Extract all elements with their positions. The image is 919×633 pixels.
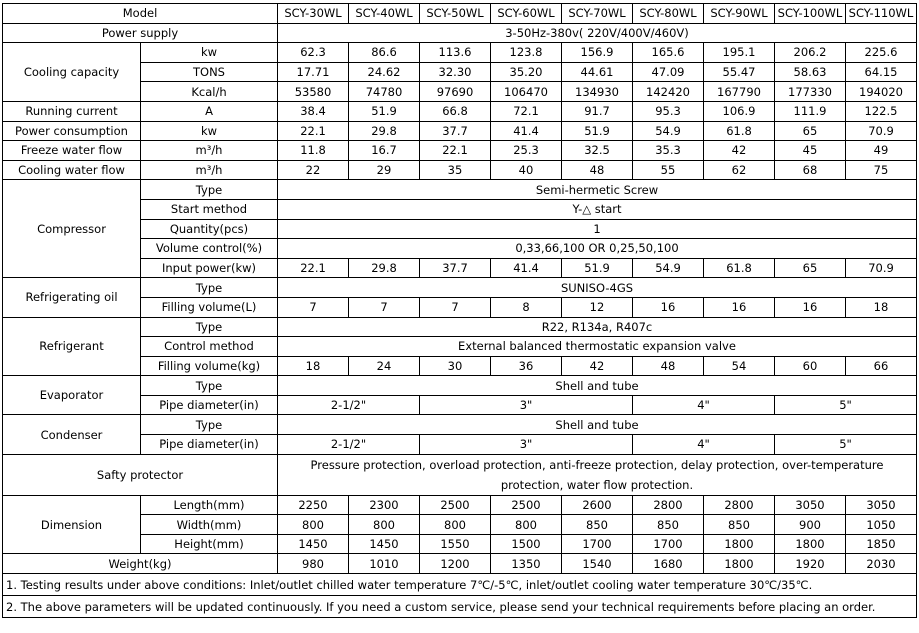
condenser-pipe_diameter-value: 4" [633, 435, 775, 455]
row-condenser-type [3, 415, 917, 435]
cooling_capacity-tons-value: 32.30 [420, 62, 491, 82]
footnote-1: 1. Testing results under above conditions: Inlet/outlet chilled water temperature 7℃/-5℃, inlet/outlet cooling water temperature 30℃/35℃. [3, 574, 917, 596]
dimension-group-label: Dimension [3, 495, 141, 554]
refrigerant-group-label: Refrigerant [3, 317, 141, 376]
compressor-input_power-value: 29.8 [349, 258, 420, 278]
freeze_water_flow-label: Freeze water flow [3, 141, 141, 161]
cooling_water_flow-value: 40 [491, 160, 562, 180]
compressor-volume_control-value: 0,33,66,100 OR 0,25,50,100 [278, 239, 917, 259]
cooling_capacity-tons-value: 47.09 [633, 62, 704, 82]
dimension-height-value: 1800 [704, 534, 775, 554]
refrigerating_oil-filling_volume-value: 16 [704, 297, 775, 317]
refrigerating_oil-type-value: SUNISO-4GS [278, 278, 917, 298]
refrigerating_oil-filling_volume-value: 16 [633, 297, 704, 317]
cooling_capacity-group-label: Cooling capacity [3, 43, 141, 102]
power_consumption-value: 37.7 [420, 121, 491, 141]
cooling_capacity-tons-value: 44.61 [562, 62, 633, 82]
safety_protector-value: Pressure protection, overload protection, anti-freeze protection, delay protection, over-temperature protection, water flow protection. [278, 454, 917, 495]
running_current-value: 91.7 [562, 101, 633, 121]
compressor-input_power-value: 70.9 [846, 258, 917, 278]
cooling_capacity-tons-value: 35.20 [491, 62, 562, 82]
refrigerant-filling_volume-value: 54 [704, 356, 775, 376]
cooling_capacity-kcal-value: 134930 [562, 82, 633, 102]
cooling_water_flow-value: 75 [846, 160, 917, 180]
cooling_water_flow-unit: m³/h [141, 160, 278, 180]
refrigerant-filling_volume-value: 48 [633, 356, 704, 376]
refrigerating_oil-filling_volume-value: 7 [278, 297, 349, 317]
weight-value: 1540 [562, 554, 633, 574]
freeze_water_flow-value: 25.3 [491, 141, 562, 161]
evaporator-pipe_diameter-value: 3" [420, 395, 633, 415]
weight-value: 1350 [491, 554, 562, 574]
compressor-input_power-value: 37.7 [420, 258, 491, 278]
dimension-length-value: 2500 [491, 495, 562, 515]
cooling_capacity-kcal-value: 74780 [349, 82, 420, 102]
dimension-height-value: 1450 [349, 534, 420, 554]
cooling_capacity-kcal-value: 142420 [633, 82, 704, 102]
refrigerant-type-label: Type [141, 317, 278, 337]
freeze_water_flow-value: 22.1 [420, 141, 491, 161]
row-refrigerating_oil-filling_volume [3, 297, 917, 317]
power_consumption-value: 29.8 [349, 121, 420, 141]
power_consumption-value: 61.8 [704, 121, 775, 141]
row-compressor-volume_control [3, 239, 917, 259]
cooling_capacity-kw-value: 156.9 [562, 43, 633, 63]
row-condenser-pipe_diameter [3, 435, 917, 455]
condenser-pipe_diameter-value: 5" [775, 435, 917, 455]
condenser-pipe_diameter-value: 3" [420, 435, 633, 455]
freeze_water_flow-value: 45 [775, 141, 846, 161]
row-dimension-width [3, 515, 917, 535]
row-dimension-height [3, 534, 917, 554]
dimension-width-value: 1050 [846, 515, 917, 535]
row-compressor-input_power [3, 258, 917, 278]
dimension-width-value: 850 [633, 515, 704, 535]
cooling_capacity-kcal-value: 97690 [420, 82, 491, 102]
row-safety_protector [3, 454, 917, 495]
power_consumption-unit: kw [141, 121, 278, 141]
cooling_capacity-kw-value: 225.6 [846, 43, 917, 63]
refrigerant-filling_volume-value: 60 [775, 356, 846, 376]
refrigerating_oil-filling_volume-value: 7 [349, 297, 420, 317]
dimension-height-value: 1450 [278, 534, 349, 554]
cooling_capacity-kcal-label: Kcal/h [141, 82, 278, 102]
condenser-group-label: Condenser [3, 415, 141, 454]
compressor-type-value: Semi-hermetic Screw [278, 180, 917, 200]
dimension-height-value: 1700 [633, 534, 704, 554]
running_current-value: 106.9 [704, 101, 775, 121]
condenser-type-value: Shell and tube [278, 415, 917, 435]
refrigerant-filling_volume-value: 36 [491, 356, 562, 376]
running_current-label: Running current [3, 101, 141, 121]
power_consumption-value: 65 [775, 121, 846, 141]
dimension-height-value: 1500 [491, 534, 562, 554]
cooling_capacity-kw-value: 62.3 [278, 43, 349, 63]
evaporator-group-label: Evaporator [3, 376, 141, 415]
spec-table-body [3, 4, 917, 618]
dimension-width-value: 800 [349, 515, 420, 535]
cooling_capacity-kw-value: 86.6 [349, 43, 420, 63]
dimension-length-value: 2250 [278, 495, 349, 515]
header-model-scy-30wl: SCY-30WL [278, 4, 349, 24]
evaporator-pipe_diameter-value: 2-1/2" [278, 395, 420, 415]
cooling_capacity-kcal-value: 194020 [846, 82, 917, 102]
running_current-value: 72.1 [491, 101, 562, 121]
cooling_capacity-kw-label: kw [141, 43, 278, 63]
cooling_water_flow-value: 62 [704, 160, 775, 180]
power_consumption-value: 41.4 [491, 121, 562, 141]
power_supply-value: 3-50Hz-380v( 220V/400V/460V) [278, 23, 917, 43]
freeze_water_flow-value: 49 [846, 141, 917, 161]
evaporator-pipe_diameter-value: 4" [633, 395, 775, 415]
running_current-value: 38.4 [278, 101, 349, 121]
dimension-width-value: 850 [704, 515, 775, 535]
header-model-scy-110wl: SCY-110WL [846, 4, 917, 24]
row-cooling_capacity-tons [3, 62, 917, 82]
cooling_capacity-kcal-value: 53580 [278, 82, 349, 102]
row-evaporator-pipe_diameter [3, 395, 917, 415]
compressor-quantity-value: 1 [278, 219, 917, 239]
refrigerant-filling_volume-value: 24 [349, 356, 420, 376]
cooling_capacity-kw-value: 123.8 [491, 43, 562, 63]
compressor-input_power-label: Input power(kw) [141, 258, 278, 278]
dimension-length-value: 3050 [775, 495, 846, 515]
row-cooling_capacity-kcal [3, 82, 917, 102]
dimension-length-value: 2800 [704, 495, 775, 515]
dimension-height-label: Height(mm) [141, 534, 278, 554]
cooling_capacity-kcal-value: 177330 [775, 82, 846, 102]
refrigerating_oil-filling_volume-value: 18 [846, 297, 917, 317]
evaporator-pipe_diameter-value: 5" [775, 395, 917, 415]
header-model-scy-70wl: SCY-70WL [562, 4, 633, 24]
compressor-input_power-value: 41.4 [491, 258, 562, 278]
cooling_capacity-tons-value: 58.63 [775, 62, 846, 82]
cooling_water_flow-value: 55 [633, 160, 704, 180]
row-cooling_water_flow [3, 160, 917, 180]
compressor-input_power-value: 22.1 [278, 258, 349, 278]
refrigerating_oil-filling_volume-label: Filling volume(L) [141, 297, 278, 317]
cooling_water_flow-label: Cooling water flow [3, 160, 141, 180]
refrigerant-filling_volume-value: 42 [562, 356, 633, 376]
cooling_water_flow-value: 48 [562, 160, 633, 180]
dimension-height-value: 1550 [420, 534, 491, 554]
power_consumption-value: 22.1 [278, 121, 349, 141]
evaporator-type-label: Type [141, 376, 278, 396]
evaporator-type-value: Shell and tube [278, 376, 917, 396]
dimension-height-value: 1850 [846, 534, 917, 554]
dimension-length-value: 2300 [349, 495, 420, 515]
dimension-length-value: 2800 [633, 495, 704, 515]
cooling_capacity-kw-value: 113.6 [420, 43, 491, 63]
freeze_water_flow-unit: m³/h [141, 141, 278, 161]
dimension-width-value: 850 [562, 515, 633, 535]
spec-table [2, 3, 917, 618]
row-running_current [3, 101, 917, 121]
power_consumption-value: 70.9 [846, 121, 917, 141]
power_consumption-label: Power consumption [3, 121, 141, 141]
row-weight [3, 554, 917, 574]
row-dimension-length [3, 495, 917, 515]
row-cooling_capacity-kw [3, 43, 917, 63]
cooling_water_flow-value: 68 [775, 160, 846, 180]
safety_protector-label: Safty protector [3, 454, 278, 495]
cooling_capacity-tons-value: 64.15 [846, 62, 917, 82]
compressor-type-label: Type [141, 180, 278, 200]
refrigerant-filling_volume-label: Filling volume(kg) [141, 356, 278, 376]
refrigerating_oil-filling_volume-value: 7 [420, 297, 491, 317]
footnote-2: 2. The above parameters will be updated continuously. If you need a custom service, please send your technical requirements before placing an order. [3, 596, 917, 618]
cooling_capacity-tons-value: 24.62 [349, 62, 420, 82]
dimension-width-value: 800 [278, 515, 349, 535]
weight-value: 1200 [420, 554, 491, 574]
header-model-scy-100wl: SCY-100WL [775, 4, 846, 24]
dimension-height-value: 1800 [775, 534, 846, 554]
note-row-2 [3, 596, 917, 618]
row-refrigerant-control_method [3, 337, 917, 357]
compressor-start_method-label: Start method [141, 199, 278, 219]
refrigerating_oil-group-label: Refrigerating oil [3, 278, 141, 317]
header-row [3, 4, 917, 24]
cooling_water_flow-value: 29 [349, 160, 420, 180]
row-compressor-type [3, 180, 917, 200]
running_current-unit: A [141, 101, 278, 121]
weight-value: 2030 [846, 554, 917, 574]
weight-value: 1010 [349, 554, 420, 574]
condenser-type-label: Type [141, 415, 278, 435]
running_current-value: 66.8 [420, 101, 491, 121]
cooling_water_flow-value: 35 [420, 160, 491, 180]
dimension-width-value: 800 [420, 515, 491, 535]
refrigerating_oil-filling_volume-value: 16 [775, 297, 846, 317]
row-refrigerating_oil-type [3, 278, 917, 298]
compressor-input_power-value: 51.9 [562, 258, 633, 278]
running_current-value: 122.5 [846, 101, 917, 121]
condenser-pipe_diameter-label: Pipe diameter(in) [141, 435, 278, 455]
freeze_water_flow-value: 16.7 [349, 141, 420, 161]
header-model-scy-50wl: SCY-50WL [420, 4, 491, 24]
running_current-value: 111.9 [775, 101, 846, 121]
row-refrigerant-filling_volume [3, 356, 917, 376]
weight-value: 1800 [704, 554, 775, 574]
row-power_supply [3, 23, 917, 43]
compressor-start_method-value: Y-△ start [278, 199, 917, 219]
cooling_capacity-tons-value: 55.47 [704, 62, 775, 82]
row-refrigerant-type [3, 317, 917, 337]
compressor-volume_control-label: Volume control(%) [141, 239, 278, 259]
row-evaporator-type [3, 376, 917, 396]
cooling_water_flow-value: 22 [278, 160, 349, 180]
weight-value: 1920 [775, 554, 846, 574]
dimension-width-value: 900 [775, 515, 846, 535]
cooling_capacity-kw-value: 165.6 [633, 43, 704, 63]
row-power_consumption [3, 121, 917, 141]
weight-value: 980 [278, 554, 349, 574]
power_consumption-value: 51.9 [562, 121, 633, 141]
refrigerating_oil-type-label: Type [141, 278, 278, 298]
weight-label: Weight(kg) [3, 554, 278, 574]
running_current-value: 51.9 [349, 101, 420, 121]
compressor-group-label: Compressor [3, 180, 141, 278]
compressor-input_power-value: 65 [775, 258, 846, 278]
compressor-input_power-value: 54.9 [633, 258, 704, 278]
refrigerant-control_method-label: Control method [141, 337, 278, 357]
cooling_capacity-kcal-value: 167790 [704, 82, 775, 102]
freeze_water_flow-value: 35.3 [633, 141, 704, 161]
refrigerant-filling_volume-value: 30 [420, 356, 491, 376]
refrigerant-control_method-value: External balanced thermostatic expansion valve [278, 337, 917, 357]
header-model-label: Model [3, 4, 278, 24]
refrigerant-filling_volume-value: 66 [846, 356, 917, 376]
compressor-quantity-label: Quantity(pcs) [141, 219, 278, 239]
power_supply-label: Power supply [3, 23, 278, 43]
freeze_water_flow-value: 32.5 [562, 141, 633, 161]
cooling_capacity-kcal-value: 106470 [491, 82, 562, 102]
dimension-height-value: 1700 [562, 534, 633, 554]
condenser-pipe_diameter-value: 2-1/2" [278, 435, 420, 455]
power_consumption-value: 54.9 [633, 121, 704, 141]
compressor-input_power-value: 61.8 [704, 258, 775, 278]
note-row-1 [3, 574, 917, 596]
row-compressor-start_method [3, 199, 917, 219]
freeze_water_flow-value: 42 [704, 141, 775, 161]
freeze_water_flow-value: 11.8 [278, 141, 349, 161]
refrigerant-filling_volume-value: 18 [278, 356, 349, 376]
cooling_capacity-tons-value: 17.71 [278, 62, 349, 82]
running_current-value: 95.3 [633, 101, 704, 121]
refrigerating_oil-filling_volume-value: 8 [491, 297, 562, 317]
header-model-scy-80wl: SCY-80WL [633, 4, 704, 24]
dimension-length-value: 2600 [562, 495, 633, 515]
row-freeze_water_flow [3, 141, 917, 161]
header-model-scy-90wl: SCY-90WL [704, 4, 775, 24]
header-model-scy-60wl: SCY-60WL [491, 4, 562, 24]
weight-value: 1680 [633, 554, 704, 574]
refrigerating_oil-filling_volume-value: 12 [562, 297, 633, 317]
refrigerant-type-value: R22, R134a, R407c [278, 317, 917, 337]
header-model-scy-40wl: SCY-40WL [349, 4, 420, 24]
cooling_capacity-kw-value: 206.2 [775, 43, 846, 63]
row-compressor-quantity [3, 219, 917, 239]
dimension-width-label: Width(mm) [141, 515, 278, 535]
dimension-length-value: 3050 [846, 495, 917, 515]
cooling_capacity-tons-label: TONS [141, 62, 278, 82]
dimension-length-value: 2500 [420, 495, 491, 515]
cooling_capacity-kw-value: 195.1 [704, 43, 775, 63]
evaporator-pipe_diameter-label: Pipe diameter(in) [141, 395, 278, 415]
dimension-length-label: Length(mm) [141, 495, 278, 515]
dimension-width-value: 800 [491, 515, 562, 535]
